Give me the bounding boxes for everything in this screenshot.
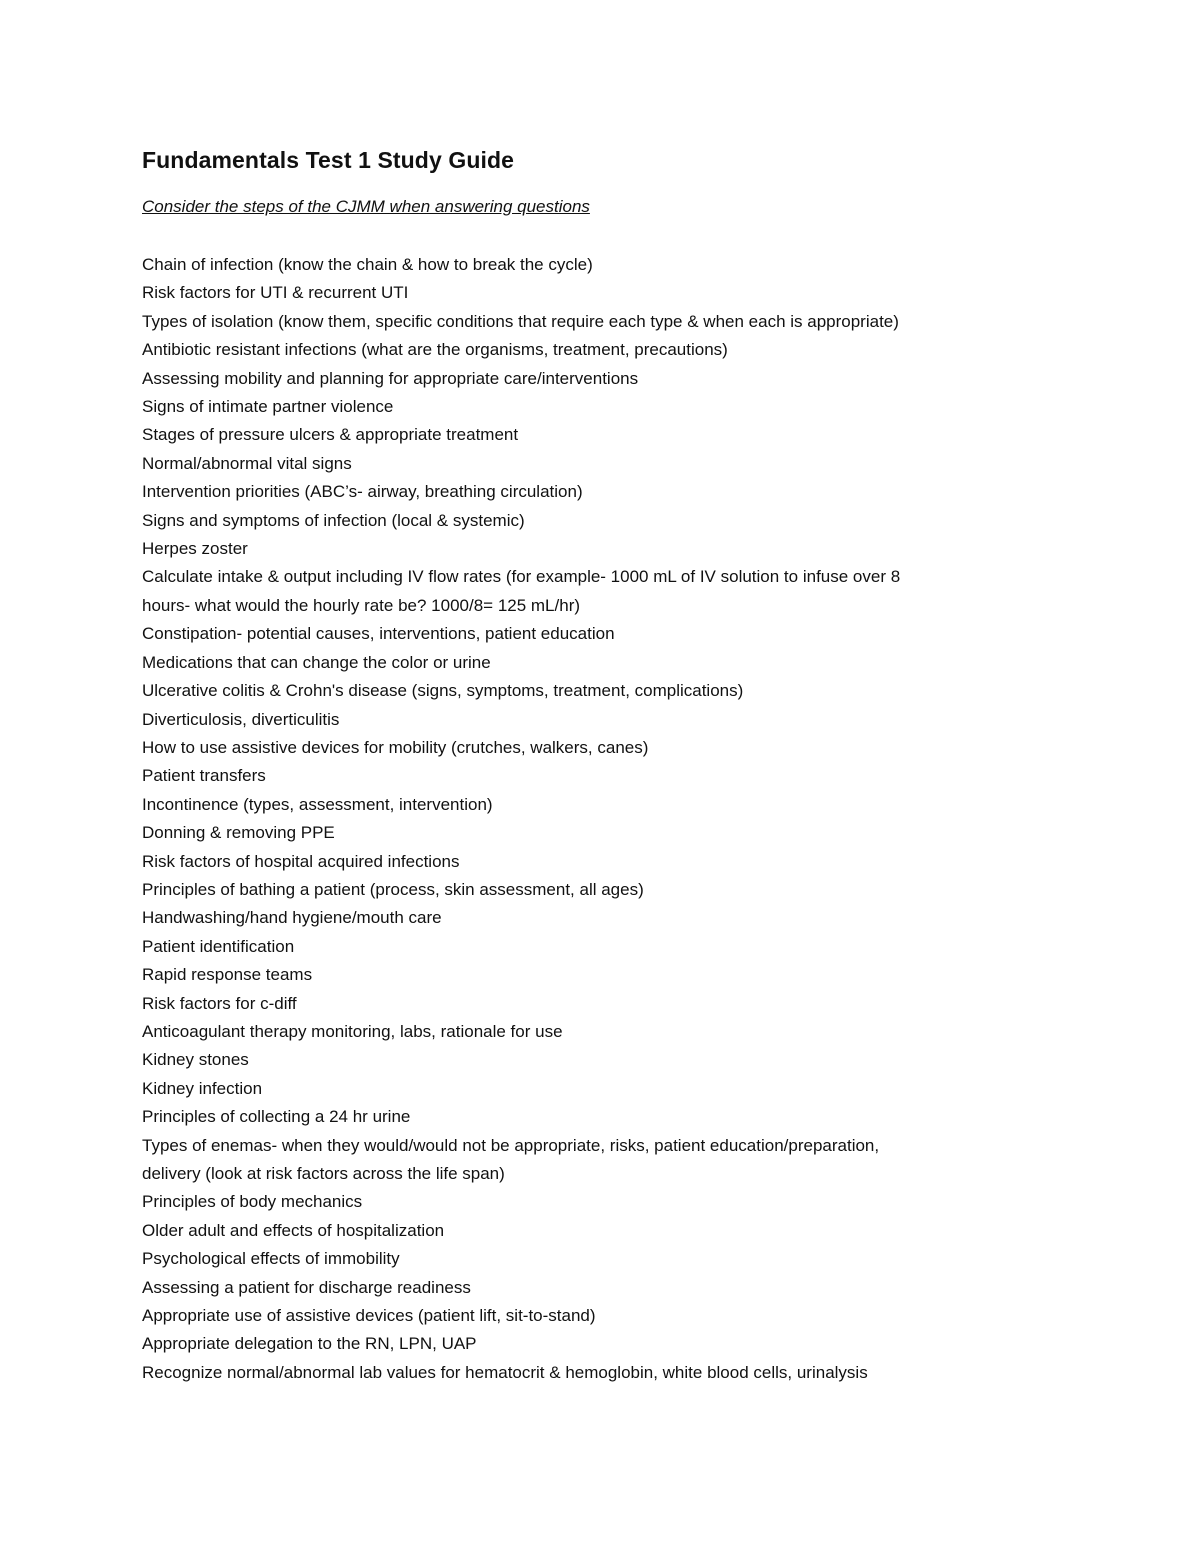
document-content: [142, 146, 1042, 1387]
topic-line: Principles of bathing a patient (process, skin assessment, all ages): [142, 879, 644, 899]
topic-line: Types of isolation (know them, specific conditions that require each type & when each is appropriate): [142, 311, 899, 331]
topic-line: Incontinence (types, assessment, intervention): [142, 794, 493, 814]
topic-line: Appropriate delegation to the RN, LPN, UAP: [142, 1334, 477, 1354]
topic-line: Types of enemas- when they would/would not be appropriate, risks, patient education/preparation,: [142, 1135, 880, 1155]
topic-line: Herpes zoster: [142, 539, 248, 559]
document-subtitle: Consider the steps of the CJMM when answering questions: [142, 197, 590, 216]
topic-line: Kidney infection: [142, 1078, 263, 1098]
topic-line: Diverticulosis, diverticulitis: [142, 709, 340, 729]
topic-line: Intervention priorities (ABC’s- airway, breathing circulation): [142, 482, 583, 502]
topic-line: Appropriate use of assistive devices (patient lift, sit-to-stand): [142, 1306, 596, 1326]
topic-line: Signs of intimate partner violence: [142, 397, 394, 417]
topic-line: Risk factors for UTI & recurrent UTI: [142, 283, 409, 303]
topic-line: Principles of body mechanics: [142, 1192, 363, 1212]
topic-line: Assessing mobility and planning for appropriate care/interventions: [142, 368, 639, 388]
topic-line: Signs and symptoms of infection (local & systemic): [142, 510, 525, 530]
topic-line: Ulcerative colitis & Crohn's disease (signs, symptoms, treatment, complications): [142, 681, 744, 701]
topic-line: How to use assistive devices for mobility (crutches, walkers, canes): [142, 737, 649, 757]
document-title: Fundamentals Test 1 Study Guide: [142, 147, 515, 173]
topic-line: Kidney stones: [142, 1050, 249, 1070]
topic-line: Assessing a patient for discharge readiness: [142, 1277, 471, 1297]
topic-line: Anticoagulant therapy monitoring, labs, rationale for use: [142, 1021, 563, 1041]
topic-line: hours- what would the hourly rate be? 1000/8= 125 mL/hr): [142, 595, 581, 615]
topic-line: Risk factors for c-diff: [142, 993, 297, 1013]
topic-line: Patient transfers: [142, 766, 266, 786]
topic-line: Handwashing/hand hygiene/mouth care: [142, 908, 442, 928]
topic-line: Medications that can change the color or urine: [142, 652, 491, 672]
topic-line: Antibiotic resistant infections (what are the organisms, treatment, precautions): [142, 340, 728, 360]
topic-line: Patient identification: [142, 936, 295, 956]
topic-line: Normal/abnormal vital signs: [142, 453, 352, 473]
topic-line: Rapid response teams: [142, 965, 313, 985]
topic-line: Risk factors of hospital acquired infections: [142, 851, 460, 871]
topic-line: Psychological effects of immobility: [142, 1249, 400, 1269]
topic-line: Donning & removing PPE: [142, 823, 335, 843]
topic-line: Older adult and effects of hospitalization: [142, 1220, 445, 1240]
topic-line: Calculate intake & output including IV flow rates (for example- 1000 mL of IV solution to infuse over 8: [142, 567, 901, 587]
topic-list: [142, 251, 1042, 1387]
topic-line: delivery (look at risk factors across the life span): [142, 1164, 505, 1183]
topic-line: Chain of infection (know the chain & how to break the cycle): [142, 255, 593, 274]
topic-line: Principles of collecting a 24 hr urine: [142, 1107, 411, 1127]
topic-line: Constipation- potential causes, interventions, patient education: [142, 624, 615, 644]
topic-line: Recognize normal/abnormal lab values for hematocrit & hemoglobin, white blood cells, urinalysis: [142, 1362, 868, 1382]
topic-line: Stages of pressure ulcers & appropriate treatment: [142, 425, 519, 445]
